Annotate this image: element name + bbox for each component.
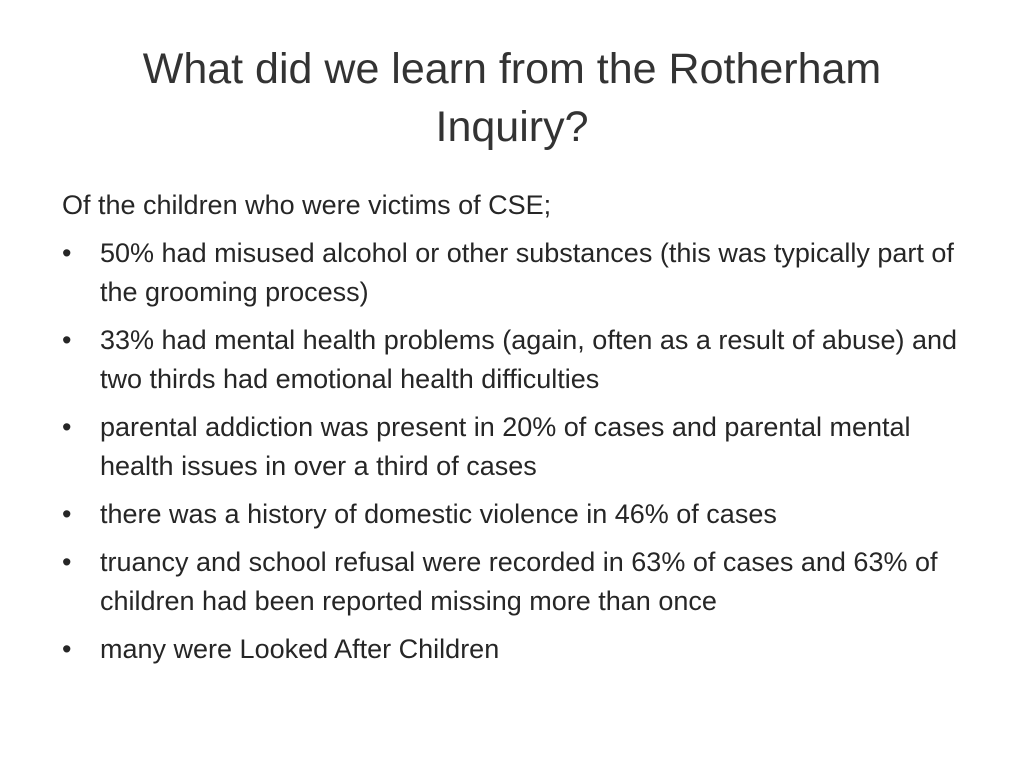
bullet-item <box>62 495 962 534</box>
bullet-item <box>62 234 962 312</box>
bullet-icon: • <box>62 547 72 577</box>
bullet-list <box>62 234 962 669</box>
bullet-item <box>62 543 962 621</box>
slide-body <box>62 186 962 678</box>
bullet-text: there was a history of domestic violence in 46% of cases <box>100 499 777 529</box>
bullet-item <box>62 321 962 399</box>
bullet-text: many were Looked After Children <box>100 634 500 664</box>
intro-text: Of the children who were victims of CSE; <box>62 190 552 220</box>
bullet-icon: • <box>62 325 72 355</box>
bullet-item <box>62 408 962 486</box>
bullet-icon: • <box>62 238 72 268</box>
bullet-text: 50% had misused alcohol or other substances (this was typically part of the grooming process) <box>100 238 954 307</box>
bullet-icon: • <box>62 634 72 664</box>
bullet-text: 33% had mental health problems (again, often as a result of abuse) and two thirds had emotional health difficulties <box>100 325 958 394</box>
bullet-item <box>62 630 962 669</box>
bullet-icon: • <box>62 499 72 529</box>
bullet-icon: • <box>62 412 72 442</box>
bullet-text: parental addiction was present in 20% of cases and parental mental health issues in over a third of cases <box>100 412 911 481</box>
bullet-text: truancy and school refusal were recorded in 63% of cases and 63% of children had been reported missing more than once <box>100 547 938 616</box>
slide-title: What did we learn from the Rotherham Inquiry? <box>142 45 882 151</box>
